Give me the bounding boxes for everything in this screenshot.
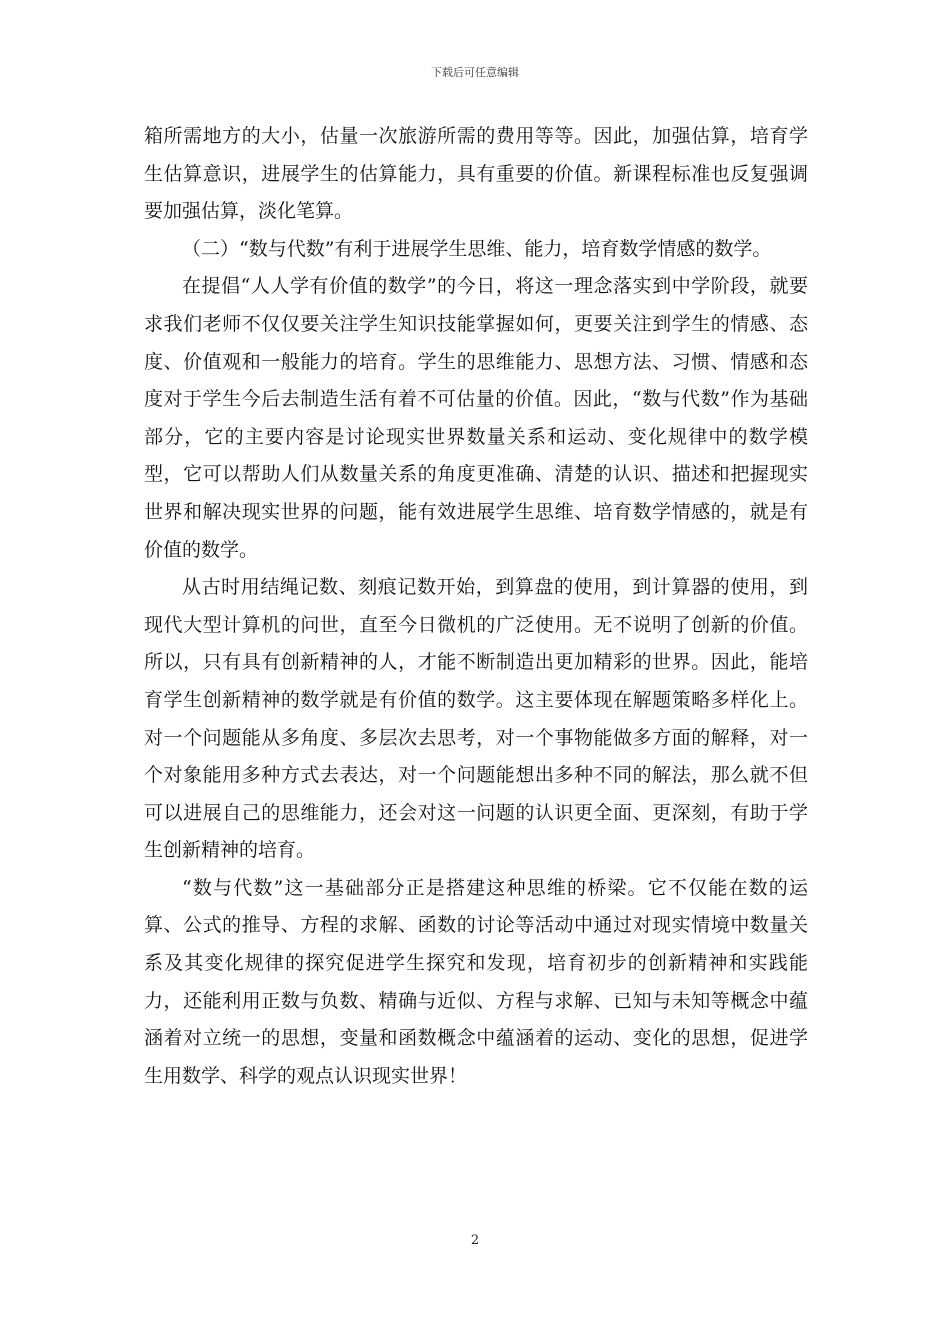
- paragraph: 在提倡“人人学有价值的数学”的今日，将这一理念落实到中学阶段，就要求我们老师不仅仅要关注学生知识技能掌握如何，更要关注到学生的情感、态度、价值观和一般能力的培育。学生的思维能力、思想方法、习惯、情感和态度对于学生今后去制造生活有着不可估量的价值。因此，“数与代数”作为基础部分，它的主要内容是讨论现实世界数量关系和运动、变化规律中的数学模型，它可以帮助人们从数量关系的角度更准确、清楚的认识、描述和把握现实世界和解决现实世界的问题，能有效进展学生思维、培育数学情感的，就是有价值的数学。: [144, 275, 808, 561]
- paragraph: 从古时用结绳记数、刻痕记数开始，到算盘的使用，到计算器的使用，到现代大型计算机的问世，直至今日微机的广泛使用。无不说明了创新的价值。所以，只有具有创新精神的人，才能不断制造出更加精彩的世界。因此，能培育学生创新精神的数学就是有价值的数学。这主要体现在解题策略多样化上。对一个问题能从多角度、多层次去思考，对一个事物能做多方面的解释，对一个对象能用多种方式去表达，对一个问题能想出多种不同的解法，那么就不但可以进展自己的思维能力，还会对这一问题的认识更全面、更深刻，有助于学生创新精神的培育。: [144, 576, 808, 862]
- page-number: 2: [470, 1233, 480, 1248]
- document-body: [144, 118, 808, 1095]
- section-heading: （二）“数与代数”有利于进展学生思维、能力，培育数学情感的数学。: [182, 237, 772, 260]
- paragraph-continuation: 箱所需地方的大小，估量一次旅游所需的费用等等。因此，加强估算，培育学生估算意识，进展学生的估算能力，具有重要的价值。新课程标准也反复强调要加强估算，淡化笔算。: [144, 125, 808, 223]
- paragraph: “数与代数”这一基础部分正是搭建这种思维的桥梁。它不仅能在数的运算、公式的推导、方程的求解、函数的讨论等活动中通过对现实情境中数量关系及其变化规律的探究促进学生探究和发现，培育初步的创新精神和实践能力，还能利用正数与负数、精确与近似、方程与求解、已知与未知等概念中蕴涵着对立统一的思想，变量和函数概念中蕴涵着的运动、变化的思想，促进学生用数学、科学的观点认识现实世界！: [144, 876, 808, 1087]
- page-header: 下载后可任意编辑: [431, 66, 519, 79]
